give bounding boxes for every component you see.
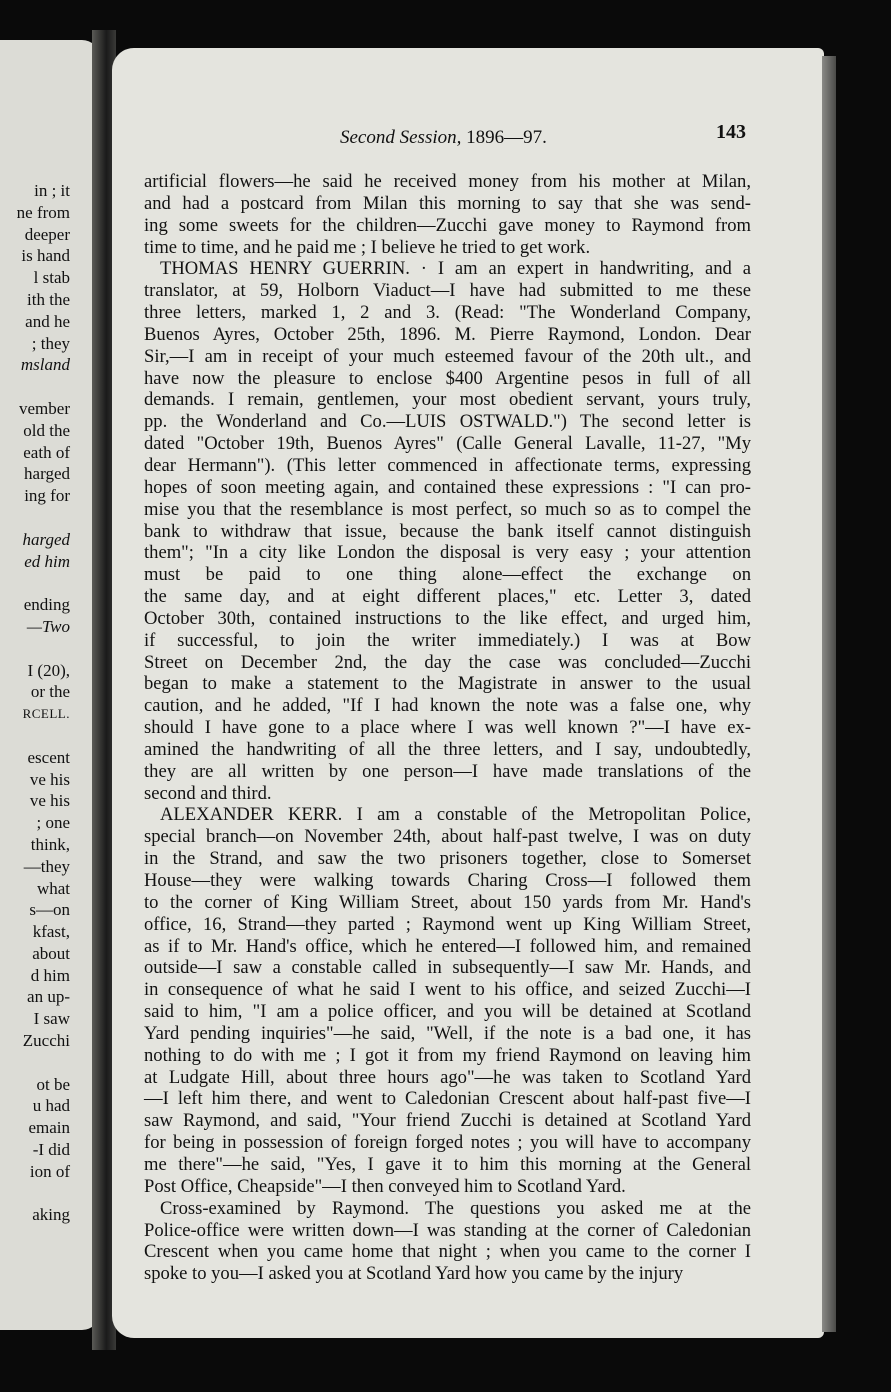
body-line: Cross-examined by Raymond. The questions you asked me at the [160,1197,751,1219]
left-page-fragment: msland [20,355,70,375]
body-line: must be paid to one thing alone—effect the exchange on [144,564,751,586]
body-line: pp. the Wonderland and Co.—LUIS OSTWALD.") The second letter is [144,411,751,433]
body-line: demands. I remain, gentlemen, your most obedient servant, yours truly, [144,389,751,411]
body-line: special branch—on November 24th, about half-past twelve, I was on duty [144,826,751,848]
body-line: artificial flowers—he said he received money from his mother at Milan, [144,171,751,192]
left-page-fragment: —Two [26,616,70,636]
left-page-fragment: ending [23,595,70,615]
body-line: spoke to you—I asked you at Scotland Yard how you came by the injury [144,1263,684,1285]
body-line: as if to Mr. Hand's office, which he entered—I followed him, and remained [144,935,751,957]
left-page-fragment: vember [19,398,70,418]
body-line: Buenos Ayres, October 25th, 1896. M. Pierre Raymond, London. Dear [144,323,751,345]
body-line: amined the handwriting of all the three letters, and I say, undoubtedly, [144,738,751,760]
body-line: outside—I saw a constable called in subsequently—I saw Mr. Hands, and [144,957,751,979]
left-page-fragment: ne from [16,202,70,222]
left-page-fragment: is hand [21,246,70,266]
body-line: dated "October 19th, Buenos Ayres" (Calle General Lavalle, 11-27, "My [144,433,751,455]
left-page-fragment: s—on [29,900,70,920]
session-years: 1896—97. [466,127,547,148]
body-line: mise you that the resemblance is most perfect, so much so as to compel the [144,498,751,520]
body-line: House—they were walking towards Charing Cross—I followed them [144,870,751,891]
body-line: nothing to do with me ; I got it from my friend Raymond on leaving him [144,1044,751,1066]
left-page-fragment: think, [30,834,70,854]
left-page-fragment: ion of [29,1161,70,1181]
body-line: October 30th, contained instructions to the like effect, and urged him, [144,607,751,629]
body-line: saw Raymond, and said, "Your friend Zucchi is detained at Scotland Yard [144,1110,751,1132]
left-page-fragment: ot be [36,1074,70,1094]
running-title: Second Session, [340,127,462,148]
left-page-fragment: I (20), [27,660,70,680]
body-line: Post Office, Cheapside"—I then conveyed him to Scotland Yard. [144,1175,626,1197]
body-line: for being in possession of foreign forged notes ; you will have to accompany [144,1132,751,1154]
left-page-fragment: —they [23,856,70,876]
body-line: caution, and he added, "If I had known the note was a false one, why [144,695,751,717]
body-line: second and third. [144,782,272,804]
left-line-gap [17,638,70,660]
left-line-gap [17,507,70,529]
facing-left-page [0,40,100,1330]
left-page-fragment: aking [32,1205,70,1225]
left-page-fragment: ; one [36,813,70,833]
left-line-gap [17,376,70,398]
body-line: Yard pending inquiries"—he said, "Well, if the note is a bad one, it has [144,1022,751,1044]
left-page-fragment: ing for [24,486,70,506]
left-page-fragment: an up- [27,987,70,1007]
body-line: Crescent when you came home that night ; when you came to the corner I [144,1241,751,1263]
left-page-fragment: Zucchi [22,1031,70,1051]
body-line: hopes of soon meeting again, and contained these expressions : "I can pro- [144,476,751,498]
left-page-fragment: harged [24,464,70,484]
left-page-fragment: deeper [24,224,70,244]
body-line: ALEXANDER KERR. I am a constable of the Metropolitan Police, [160,804,751,826]
left-page-fragment: what [36,878,70,898]
left-line-gap [17,572,70,594]
left-page-fragment: harged [22,529,70,549]
body-line: and had a postcard from Milan this morning to say that she was send- [144,192,751,214]
body-line: three letters, marked 1, 2 and 3. (Read: "The Wonderland Company, [144,302,751,324]
body-line: Police-office were written down—I was standing at the corner of Caledonian [144,1219,751,1241]
body-line: in the Strand, and saw the two prisoners together, close to Somerset [144,848,751,870]
body-line: THOMAS HENRY GUERRIN. · I am an expert in handwriting, and a [160,258,751,280]
body-line: them"; "In a city like London the disposal is very easy ; your attention [144,542,751,564]
left-line-gap [17,725,70,747]
body-line: office, 16, Strand—they parted ; Raymond went up King William Street, [144,913,751,935]
left-page-fragment: -I did [32,1140,70,1160]
left-page-fragment: I saw [33,1009,70,1029]
left-page-fragment: ve his [29,769,70,789]
left-page-fragment: l stab [33,268,70,288]
body-line: said to him, "I am a police officer, and you will be detained at Scotland [144,1001,751,1023]
left-page-fragment: u had [32,1096,70,1116]
body-line: Street on December 2nd, the day the case was concluded—Zucchi [144,651,751,673]
page-edge-shadow [822,56,836,1332]
left-page-fragment: ith the [27,289,70,309]
left-page-fragment: old the [23,420,70,440]
left-page-fragment: kfast, [32,922,70,942]
left-page-text-fragments [17,180,70,1226]
body-line: have now the pleasure to enclose $400 Argentine pesos in full of all [144,367,751,389]
body-line: me there"—he said, "Yes, I gave it to him this morning at the General [144,1153,751,1175]
left-line-gap [17,1183,70,1205]
body-line: Sir,—I am in receipt of your much esteemed favour of the 20th ult., and [144,345,751,367]
left-page-fragment: or the [30,682,70,702]
body-line: to the corner of King William Street, about 150 yards from Mr. Hand's [144,891,751,913]
body-line: —I left him there, and went to Caledonian Crescent about half-past five—I [144,1088,751,1110]
left-page-fragment: ve his [29,791,70,811]
page-number: 143 [716,121,746,143]
left-page-fragment: escent [27,747,70,767]
left-page-fragment: d him [30,965,70,985]
running-header [340,127,547,149]
left-page-fragment: RCELL. [22,706,70,722]
body-line: if successful, to join the writer immediately.) I was at Bow [144,629,751,651]
body-line: ing some sweets for the children—Zucchi gave money to Raymond from [144,214,751,236]
body-line: bank to withdraw that issue, because the bank itself cannot distinguish [144,520,751,542]
left-page-fragment: about [32,943,70,963]
left-page-fragment: in ; it [34,181,70,200]
left-line-gap [17,1052,70,1074]
page-body-text [144,171,751,1285]
left-page-fragment: eath of [23,442,70,462]
body-line: should I have gone to a place where I was well known ?"—I have ex- [144,717,751,739]
left-page-fragment: emain [28,1118,70,1138]
body-line: time to time, and he paid me ; I believe he tried to get work. [144,236,591,258]
body-line: translator, at 59, Holborn Viaduct—I have had submitted to me these [144,280,751,302]
body-line: they are all written by one person—I have made translations of the [144,760,751,782]
body-line: at Ludgate Hill, about three hours ago"—he was taken to Scotland Yard [144,1066,751,1088]
left-page-fragment: ; they [31,333,70,353]
body-line: in consequence of what he said I went to his office, and seized Zucchi—I [144,979,751,1001]
body-line: the same day, and at eight different places," etc. Letter 3, dated [144,586,751,608]
body-line: dear Hermann"). (This letter commenced in affectionate terms, expressing [144,454,751,476]
left-page-fragment: and he [25,311,70,331]
left-page-fragment: ed him [24,551,70,571]
body-line: began to make a statement to the Magistrate in answer to the usual [144,673,751,695]
